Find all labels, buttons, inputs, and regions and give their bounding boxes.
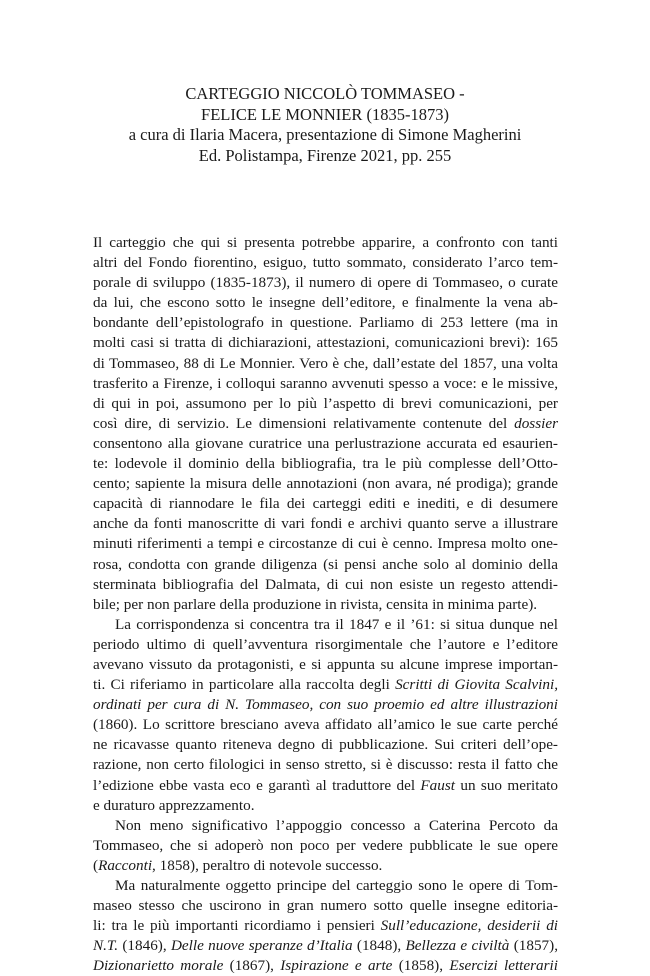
italic-title: dossier [514, 414, 558, 432]
text-run: ne ricavasse quanto riteneva degno di pubblicazione. Sui criteri dell’ope- [93, 736, 558, 754]
text-line [93, 434, 558, 454]
text-run: di Tommaseo, 88 di Le Monnier. Vero è che, dall’estate del 1857, una volta [93, 354, 558, 372]
text-run: Il carteggio che qui si presenta potrebbe apparire, a confronto con tanti [93, 234, 558, 251]
text-line [93, 655, 558, 675]
text-line [93, 494, 558, 514]
text-run: bondante dell’epistolografo in questione. Parliamo di 253 lettere (ma in [93, 314, 558, 332]
italic-title: Bellezza e civiltà [405, 937, 510, 955]
italic-title: ordinati per cura di N. Tommaseo, con suo proemio ed altre illustrazioni [93, 696, 558, 714]
paragraph [93, 876, 558, 976]
text-run: ( [93, 856, 99, 874]
text-run: (1848), [352, 937, 406, 955]
text-run: (1860). Lo scrittore bresciano aveva affidato all’amico le sue carte perché [93, 716, 558, 734]
text-run: li: tra le più importanti ricordiamo i pensieri [93, 917, 381, 935]
italic-title: Sull’educazione, desiderii di [380, 917, 559, 935]
text-line [93, 394, 558, 414]
text-run: altri del Fondo fiorentino, esiguo, tutto sommato, considerato l’arco tem- [93, 254, 558, 272]
text-run: minuti riferimenti a tempi e circostanze di cui è cenno. Impresa molto one- [93, 535, 558, 553]
book-title-line-1: CARTEGGIO NICCOLÒ TOMMASEO - [185, 84, 465, 103]
book-editors: a cura di Ilaria Macera, presentazione di Simone Magherini [128, 125, 522, 144]
text-line [93, 313, 558, 333]
text-run: Non meno significativo l’appoggio concesso a Caterina Percoto da [115, 816, 558, 834]
text-line [93, 635, 558, 655]
paragraph [93, 615, 558, 816]
text-line [93, 534, 558, 554]
text-run: avevano vissuto da protagonisti, e si appunta su alcune imprese importan- [93, 655, 558, 673]
paragraph [93, 233, 558, 615]
italic-title: Delle nuove speranze d’Italia [170, 937, 353, 955]
italic-title: Ispirazione e arte [280, 957, 393, 975]
text-line [93, 414, 558, 434]
book-publisher: Ed. Polistampa, Firenze 2021, pp. 255 [198, 145, 452, 165]
text-line [93, 374, 558, 394]
text-run: consentono alla giovane curatrice una perlustrazione accurata ed esaurien- [93, 434, 558, 452]
text-line [93, 816, 558, 836]
text-line [93, 796, 558, 816]
text-run: Ma naturalmente oggetto principe del carteggio sono le opere di Tom- [115, 877, 558, 894]
text-run: bile; per non parlare della produzione in rivista, censita in minima parte). [93, 595, 538, 613]
text-line [93, 836, 558, 856]
text-line [93, 735, 558, 755]
text-line [93, 293, 558, 313]
text-line [93, 695, 558, 715]
text-run: cento; sapiente la misura delle annotazioni (non avara, né prodiga); grande [93, 475, 558, 493]
text-run: (1867), [223, 957, 281, 975]
text-line [93, 956, 558, 976]
text-run: trasferito a Firenze, i colloqui saranno avvenuti spesso a voce: e le missive, [93, 374, 558, 392]
text-run: te: lodevole il dominio della bibliografia, tra le più complesse dell’Otto- [93, 455, 558, 473]
text-run: capacità di riannodare le fila dei carteggi editi e inediti, e di desumere [93, 495, 558, 513]
text-run: La corrispondenza si concentra tra il 1847 e il ’61: si situa dunque nel [115, 615, 558, 633]
text-line [93, 856, 558, 876]
text-run: un suo meritato [455, 776, 558, 794]
text-run: molti casi si tratta di dichiarazioni, attestazioni, comunicazioni brevi): 165 [93, 334, 558, 352]
text-line [93, 454, 558, 474]
italic-title: Faust [420, 776, 456, 794]
text-line [93, 876, 558, 896]
text-line [93, 916, 558, 936]
italic-title: N.T. [93, 937, 119, 955]
text-run: (1858), [392, 957, 450, 975]
book-title-line-2: FELICE LE MONNIER (1835-1873) [201, 104, 449, 124]
text-run: e duraturo apprezzamento. [93, 796, 255, 814]
italic-title: Dizionarietto morale [93, 957, 224, 975]
text-run: da lui, che escono sotto le insegne dell’editore, e finalmente la vena ab- [93, 294, 558, 312]
text-line [93, 776, 558, 796]
text-line [93, 936, 558, 956]
text-run: razione, non certo filologici in senso stretto, si è discusso: resta il fatto che [93, 756, 558, 774]
text-line [93, 273, 558, 293]
text-run: sterminata bibliografia del Dalmata, di cui non esiste un regesto attendi- [93, 575, 558, 593]
text-run: maseo stesso che uscirono in gran numero sotto quelle insegne editoria- [93, 897, 558, 915]
italic-title: Esercizi letterarii [449, 957, 558, 975]
text-line [93, 675, 558, 695]
text-line [93, 595, 558, 615]
text-run: (1846), [118, 937, 171, 955]
review-body [93, 233, 558, 976]
text-run: porale di sviluppo (1835-1873), il numero di opere di Tommaseo, o curate [93, 274, 558, 292]
text-line [93, 575, 558, 595]
text-line [93, 474, 558, 494]
text-line [93, 755, 558, 775]
text-run: , 1858), peraltro di notevole successo. [152, 856, 383, 874]
text-line [93, 715, 558, 735]
text-run: rosa, condotta con grande diligenza (si pensi anche solo al dominio della [93, 555, 558, 573]
text-run: così dire, di servizio. Le dimensioni relativamente contenute del [93, 414, 515, 432]
text-line [93, 615, 558, 635]
text-run: Tommaseo, che si adoperò non poco per vedere pubblicate le sue opere [93, 836, 558, 854]
text-line [93, 233, 558, 253]
text-line [93, 555, 558, 575]
paragraph [93, 816, 558, 876]
text-line [93, 514, 558, 534]
text-run: l’edizione ebbe vasta eco e garantì al traduttore del [93, 776, 421, 794]
text-run: periodo ultimo di quell’avventura risorgimentale che l’autore e l’editore [93, 635, 558, 653]
book-review-header [0, 84, 650, 166]
text-run: ti. Ci riferiamo in particolare alla raccolta degli [93, 676, 396, 694]
text-run: di qui in poi, assumono per lo più l’aspetto di brevi comunicazioni, per [93, 394, 558, 412]
text-run: anche da fonti manoscritte di vari fondi e archivi quanto serve a illustrare [93, 515, 558, 533]
text-line [93, 896, 558, 916]
text-run: (1857), [509, 937, 558, 955]
text-line [93, 333, 558, 353]
italic-title: Racconti [98, 856, 153, 874]
text-line [93, 253, 558, 273]
text-line [93, 354, 558, 374]
italic-title: Scritti di Giovita Scalvini, [395, 676, 559, 694]
